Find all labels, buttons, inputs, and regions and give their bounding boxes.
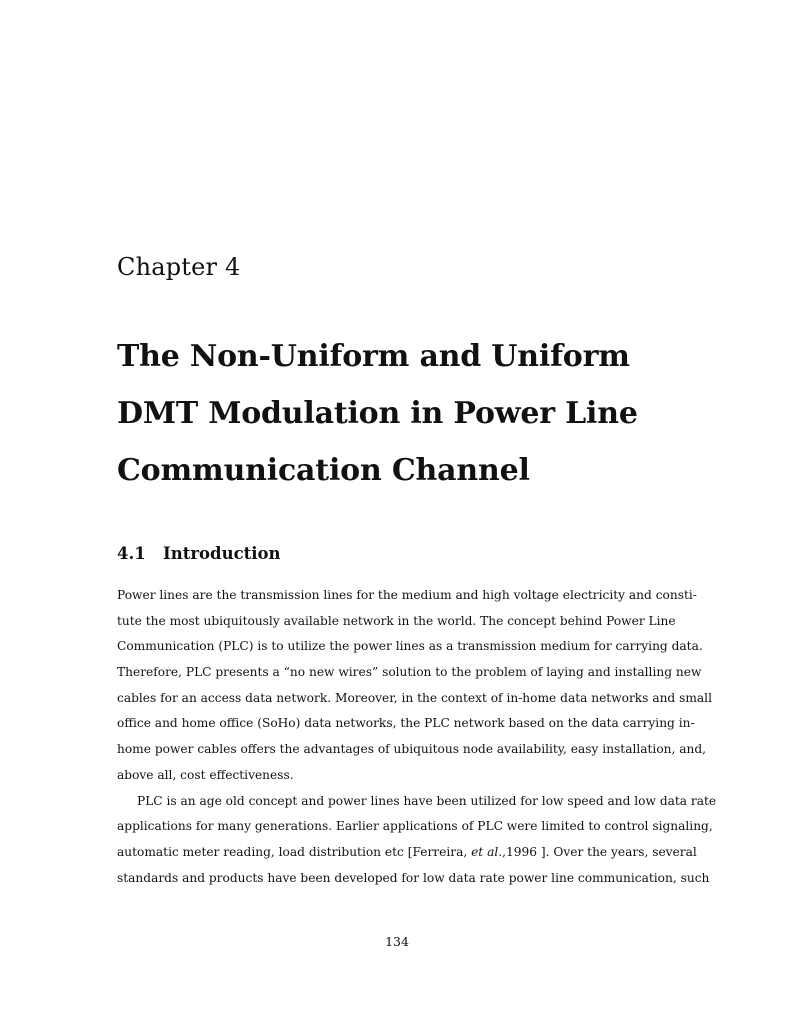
chapter-title-line: The Non-Uniform and Uniform: [117, 339, 630, 374]
text-line: Communication (PLC) is to utilize the power lines as a transmission medium for carrying data.: [117, 639, 703, 654]
text-line: Therefore, PLC presents a “no new wires” solution to the problem of laying and installing new: [117, 665, 702, 680]
text-line: automatic meter reading, load distribution etc [Ferreira, et al.,1996 ]. Over the years, several: [117, 844, 697, 859]
text-line: applications for many generations. Earlier applications of PLC were limited to control signaling,: [117, 819, 713, 834]
text-line: office and home office (SoHo) data networks, the PLC network based on the data carrying in-: [117, 716, 695, 731]
paragraph: [117, 583, 712, 789]
text-line: above all, cost effectiveness.: [117, 767, 294, 782]
text-line: home power cables offers the advantages of ubiquitous node availability, easy installation, and,: [117, 742, 707, 757]
section-number: 4.1: [117, 544, 146, 563]
section-title: Introduction: [163, 544, 281, 563]
chapter-title-line: Communication Channel: [117, 453, 530, 488]
citation-et-al: et al.: [471, 844, 503, 859]
text-line: tute the most ubiquitously available network in the world. The concept behind Power Line: [117, 613, 676, 628]
section-heading: [117, 542, 281, 566]
body-text: [117, 583, 717, 891]
text-line: Power lines are the transmission lines for the medium and high voltage electricity and consti-: [117, 588, 697, 602]
chapter-label: Chapter 4: [117, 253, 241, 281]
chapter-title: [117, 328, 677, 499]
text-line: cables for an access data network. Moreover, in the context of in-home data networks and small: [117, 690, 712, 705]
paragraph: [117, 789, 717, 892]
page-number: 134: [385, 934, 409, 949]
chapter-title-line: DMT Modulation in Power Line: [117, 396, 638, 431]
text-line: standards and products have been developed for low data rate power line communication, such: [117, 870, 710, 885]
text-line: PLC is an age old concept and power lines have been utilized for low speed and low data rate: [137, 793, 717, 808]
